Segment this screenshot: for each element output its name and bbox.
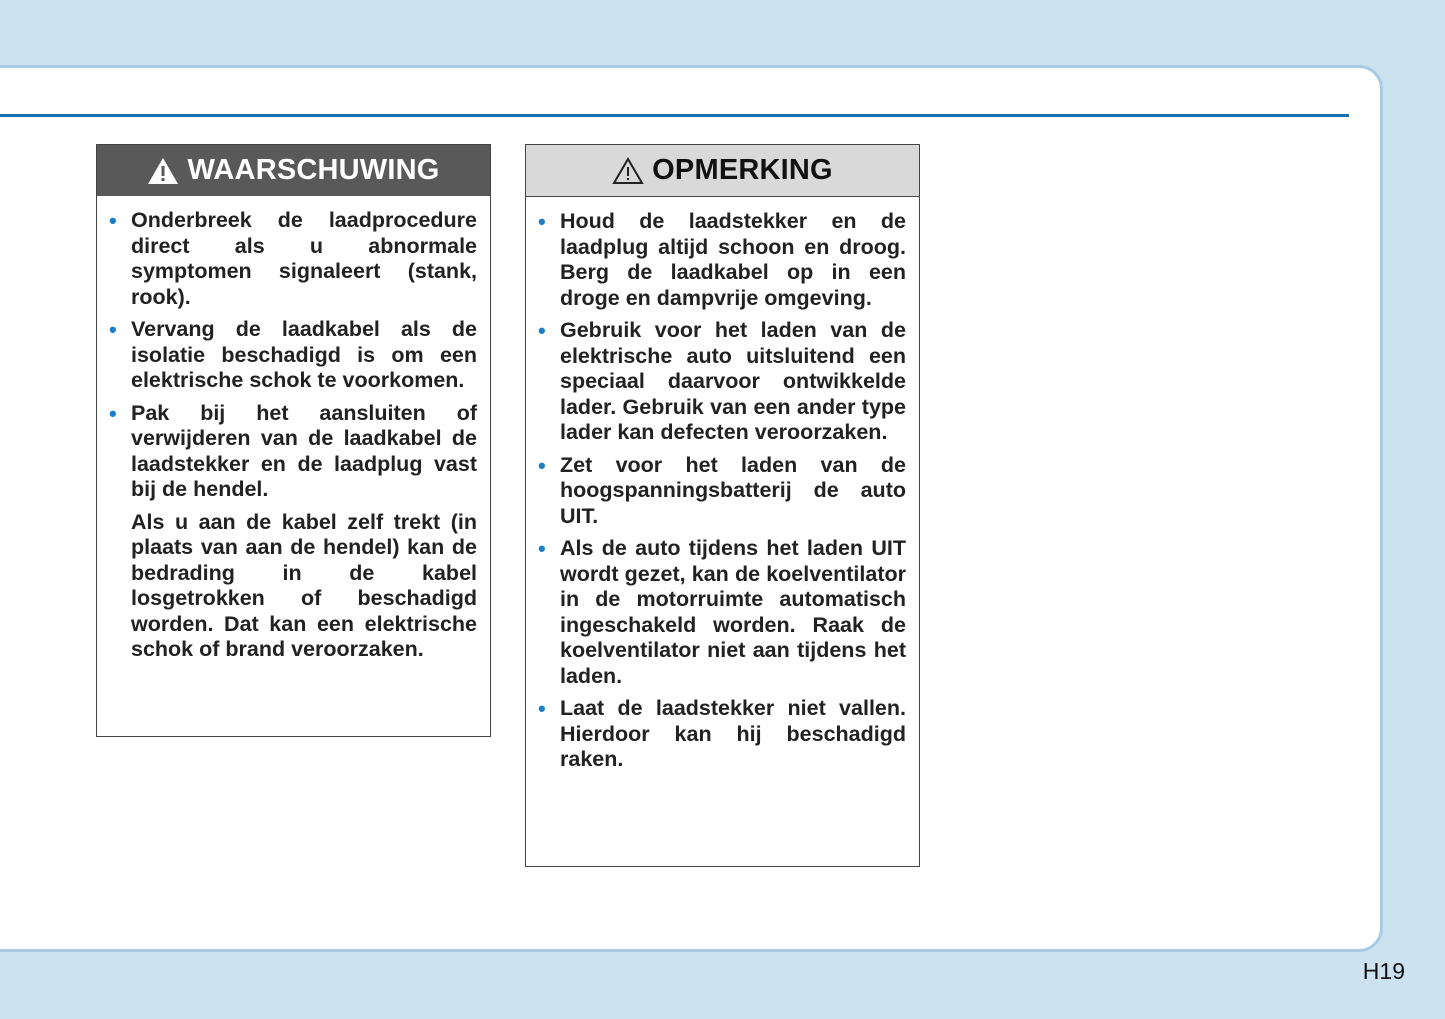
note-title: OPMERKING [652, 154, 833, 186]
warning-item [109, 208, 477, 310]
warning-box [96, 144, 491, 737]
bullet: • [109, 317, 117, 342]
note-item [538, 453, 906, 530]
page-number: H19 [1362, 958, 1405, 984]
note-item-text: Zet voor het laden van de hoogspanningsbatterij de auto UIT. [560, 452, 906, 528]
warning-title: WAARSCHUWING [187, 154, 440, 186]
warning-item [109, 317, 477, 394]
warning-item-text: Onderbreek de laadprocedure direct als u abnormale symptomen signaleert (stank, rook). [131, 208, 477, 309]
warning-extra-paragraph: Als u aan de kabel zelf trekt (in plaats van aan de hendel) kan de bedrading in de kabel losgetrokken of beschadigd worden. Dat kan een elektrische schok of brand veroorzaken. [131, 509, 477, 661]
bullet: • [109, 208, 117, 233]
bullet: • [538, 452, 546, 478]
note-item-text: Als de auto tijdens het laden UIT wordt gezet, kan de koelventilator in de motorruimte automatisch ingeschakeld worden. Raak de koelventilator niet aan tijdens het laden. [560, 536, 906, 688]
bullet: • [538, 318, 546, 343]
warning-body [97, 196, 490, 663]
warning-item-text: Pak bij het aansluiten of verwijderen van de laadkabel de laadstekker en de laadplug vast bij de hendel. [131, 400, 477, 501]
note-header [526, 145, 919, 197]
bullet: • [538, 696, 546, 721]
note-item [538, 209, 906, 311]
note-item-text: Gebruik voor het laden van de elektrische auto uitsluitend een speciaal daarvoor ontwikkelde lader. Gebruik van een ander type lader kan defecten veroorzaken. [560, 318, 906, 444]
caution-triangle-icon [612, 157, 644, 185]
bullet: • [538, 536, 546, 561]
warning-item-text: Vervang de laadkabel als de isolatie beschadigd is om een elektrische schok te voorkomen. [131, 317, 477, 392]
note-item-text: Houd de laadstekker en de laadplug altijd schoon en droog. Berg de laadkabel op in een droge en dampvrije omgeving. [560, 209, 906, 310]
note-box [525, 144, 920, 867]
note-item-text: Laat de laadstekker niet vallen. Hierdoor kan hij beschadigd raken. [560, 696, 906, 771]
warning-header [97, 145, 490, 196]
warning-item [109, 401, 477, 503]
bullet: • [538, 209, 546, 234]
bullet: • [109, 400, 117, 426]
note-item [538, 318, 906, 446]
note-item [538, 696, 906, 773]
note-item [538, 536, 906, 689]
warning-triangle-icon [147, 157, 179, 185]
note-body [526, 197, 919, 773]
header-rule [0, 114, 1349, 117]
